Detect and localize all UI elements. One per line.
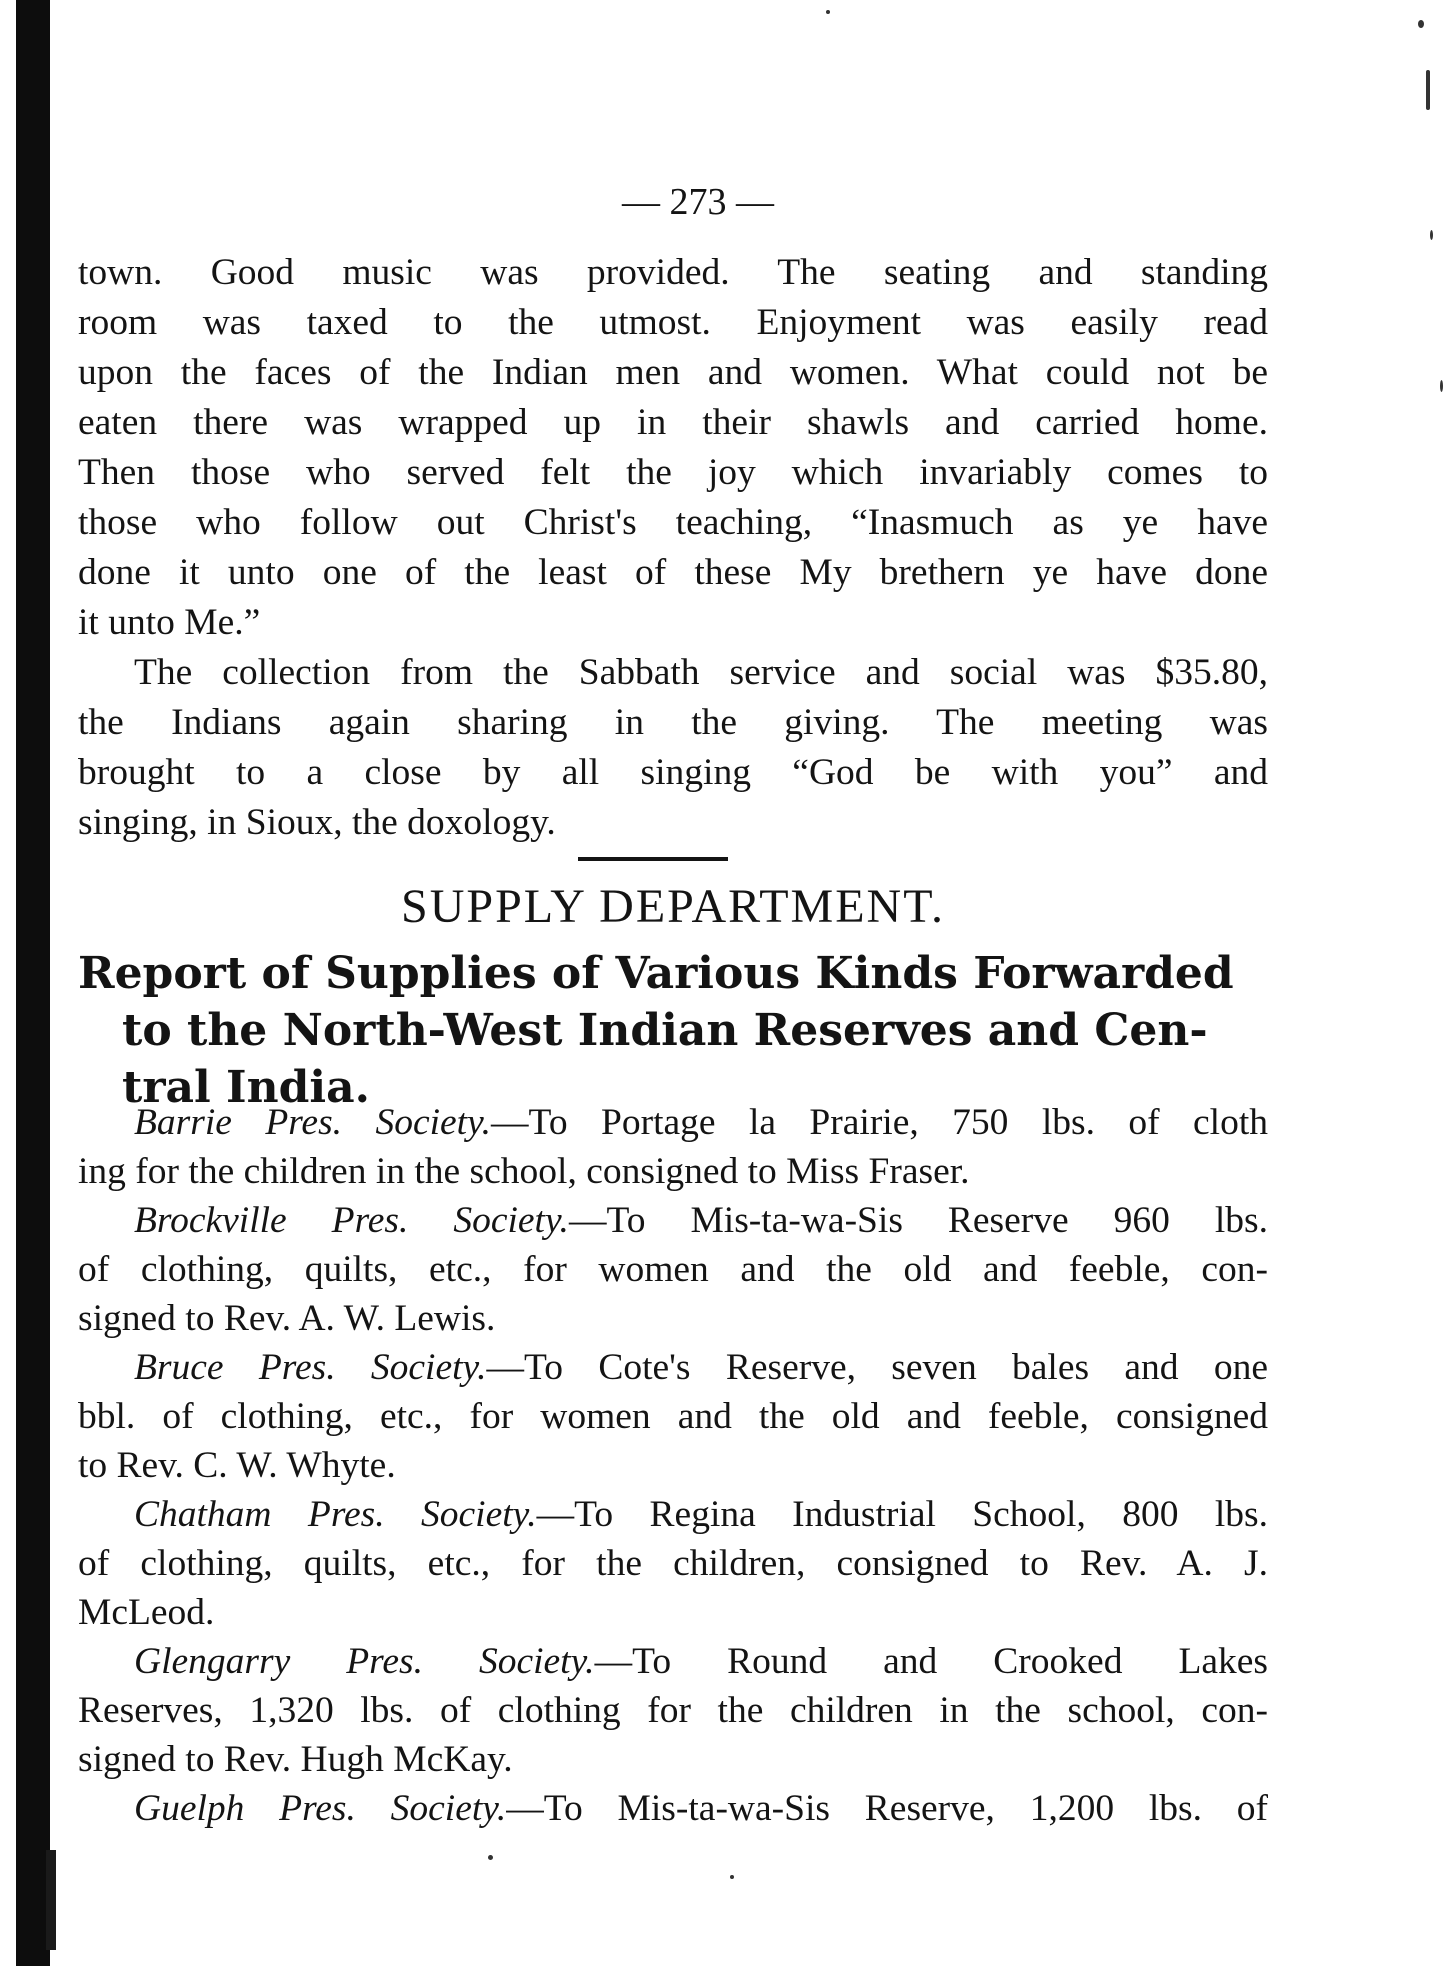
supply-entries bbox=[78, 1098, 1268, 1833]
entry-first-line bbox=[78, 1196, 1268, 1245]
text-line: The collection from the Sabbath service and social was $35.80, bbox=[134, 652, 1268, 693]
text-line: eaten there was wrapped up in their shawls and carried home. bbox=[78, 402, 1268, 443]
text-line: McLeod. bbox=[78, 1592, 215, 1633]
society-name: Barrie Pres. Society. bbox=[134, 1102, 492, 1143]
heading-line: Report of Supplies of Various Kinds Forwarded bbox=[78, 948, 1234, 999]
entry-text: —To Cote's Reserve, seven bales and one bbox=[486, 1347, 1268, 1388]
page-number: — 273 — bbox=[622, 181, 774, 223]
paragraph-social bbox=[78, 248, 1268, 848]
heading-line: tral India. bbox=[122, 1062, 370, 1113]
text-line: of clothing, quilts, etc., for the children, consigned to Rev. A. J. bbox=[78, 1543, 1268, 1584]
text-line: done it unto one of the least of these My brethern ye have done bbox=[78, 552, 1268, 593]
entry-text: —To Mis-ta-wa-Sis Reserve, 1,200 lbs. of bbox=[506, 1788, 1268, 1829]
entry-first-line bbox=[78, 1637, 1268, 1686]
text-line: of clothing, quilts, etc., for women and the old and feeble, con- bbox=[78, 1249, 1268, 1290]
entry-first-line bbox=[78, 1098, 1268, 1147]
society-name: Chatham Pres. Society. bbox=[134, 1494, 537, 1535]
text-line: to Rev. C. W. Whyte. bbox=[78, 1445, 396, 1486]
text-line: the Indians again sharing in the giving. The meeting was bbox=[78, 702, 1268, 743]
society-name: Brockville Pres. Society. bbox=[134, 1200, 569, 1241]
scan-speckle bbox=[1426, 70, 1430, 110]
scan-speckle bbox=[826, 10, 830, 14]
text-line: those who follow out Christ's teaching, “Inasmuch as ye have bbox=[78, 502, 1268, 543]
text-line: ing for the children in the school, consigned to Miss Fraser. bbox=[78, 1151, 970, 1192]
text-line: signed to Rev. Hugh McKay. bbox=[78, 1739, 513, 1780]
text-line: Reserves, 1,320 lbs. of clothing for the children in the school, con- bbox=[78, 1690, 1268, 1731]
text-line: upon the faces of the Indian men and women. What could not be bbox=[78, 352, 1268, 393]
text-line: bbl. of clothing, etc., for women and the old and feeble, consigned bbox=[78, 1396, 1268, 1437]
entry-text: —To Regina Industrial School, 800 lbs. bbox=[536, 1494, 1268, 1535]
text-line: Then those who served felt the joy which invariably comes to bbox=[78, 452, 1268, 493]
society-name: Bruce Pres. Society. bbox=[134, 1347, 487, 1388]
supply-entry bbox=[78, 1343, 1268, 1490]
entry-text: —To Round and Crooked Lakes bbox=[594, 1641, 1268, 1682]
entry-first-line bbox=[78, 1490, 1268, 1539]
entry-first-line bbox=[78, 1784, 1268, 1833]
supply-entry bbox=[78, 1637, 1268, 1784]
heading-line: to the North-West Indian Reserves and Cen- bbox=[122, 1005, 1208, 1056]
text-line: singing, in Sioux, the doxology. bbox=[78, 802, 556, 843]
scan-speckle bbox=[488, 1855, 493, 1860]
scan-edge-left bbox=[16, 0, 50, 1966]
supply-entry bbox=[78, 1490, 1268, 1637]
scan-speckle bbox=[1418, 20, 1424, 28]
report-heading bbox=[78, 945, 1268, 1116]
entry-text: —To Mis-ta-wa-Sis Reserve 960 lbs. bbox=[568, 1200, 1268, 1241]
society-name: Glengarry Pres. Society. bbox=[134, 1641, 595, 1682]
text-line: room was taxed to the utmost. Enjoyment was easily read bbox=[78, 302, 1268, 343]
text-line: town. Good music was provided. The seating and standing bbox=[78, 252, 1268, 293]
text-line: it unto Me.” bbox=[78, 602, 261, 643]
text-line: signed to Rev. A. W. Lewis. bbox=[78, 1298, 496, 1339]
section-title: SUPPLY DEPARTMENT. bbox=[401, 880, 945, 933]
scan-speckle bbox=[1440, 380, 1443, 392]
supply-entry bbox=[78, 1196, 1268, 1343]
section-divider bbox=[578, 857, 728, 861]
supply-entry bbox=[78, 1098, 1268, 1196]
scan-speckle bbox=[730, 1875, 734, 1879]
scan-edge-shadow bbox=[46, 1850, 56, 1950]
scan-speckle bbox=[1430, 230, 1433, 240]
entry-first-line bbox=[78, 1343, 1268, 1392]
supply-entry bbox=[78, 1784, 1268, 1833]
entry-text: —To Portage la Prairie, 750 lbs. of cloth bbox=[491, 1102, 1268, 1143]
society-name: Guelph Pres. Society. bbox=[134, 1788, 507, 1829]
text-line: brought to a close by all singing “God be with you” and bbox=[78, 752, 1268, 793]
